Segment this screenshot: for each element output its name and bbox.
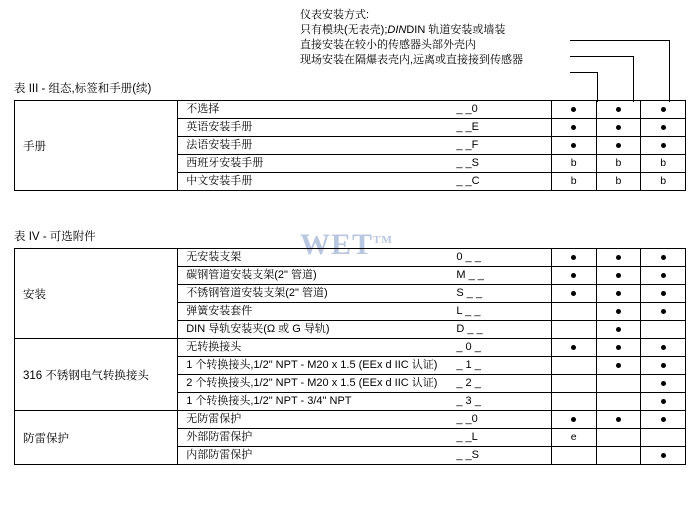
- table3-dot-2-1: [596, 137, 641, 155]
- table4-g1-code-1: _ 1 _: [456, 357, 551, 375]
- table4-g0-code-3: L _ _: [456, 303, 551, 321]
- note-line-1: 仪表安装方式:: [300, 9, 370, 21]
- table4-g2-dot-2-0: [551, 447, 596, 465]
- table3-code-1: _ _E: [456, 119, 551, 137]
- table4-g2-code-1: _ _L: [456, 429, 551, 447]
- table3-dot-3-0: b: [551, 155, 596, 173]
- table4-g0-dot-2-1: [596, 285, 641, 303]
- din-italic-1: DIN: [387, 24, 407, 36]
- note-line-2: [300, 23, 690, 38]
- table4-g0-code-0: 0 _ _: [456, 249, 551, 267]
- table4-g2-dot-2-1: [596, 447, 641, 465]
- table4-g1-dot-2-2: [641, 375, 686, 393]
- table4-g1-dot-1-2: [641, 357, 686, 375]
- table4-g0-dot-4-0: [551, 321, 596, 339]
- table3-dot-3-1: b: [596, 155, 641, 173]
- table3-caption: 表 III - 组态,标签和手册(续): [14, 83, 152, 95]
- table4-g2-dot-2-2: [641, 447, 686, 465]
- table3-dot-0-0: [551, 101, 596, 119]
- table4-g1-dot-3-0: [551, 393, 596, 411]
- table4-g1-dot-0-0: [551, 339, 596, 357]
- instrument-mounting-note: [300, 8, 690, 68]
- table4-g0-dot-2-2: [641, 285, 686, 303]
- table3-group-label: 手册: [15, 101, 178, 191]
- leader-h-3: [570, 72, 598, 73]
- table4-g0-dot-2-0: [551, 285, 596, 303]
- table4-g1-dot-2-0: [551, 375, 596, 393]
- table4-g0-desc-0: 无安装支架: [178, 249, 457, 267]
- table4-g2-dot-1-1: [596, 429, 641, 447]
- table4-g0-dot-4-1: [596, 321, 641, 339]
- table4-g0-dot-1-0: [551, 267, 596, 285]
- table3-dot-0-2: [641, 101, 686, 119]
- note-line-2-tail: DIN 轨道安装或墙装: [406, 24, 506, 36]
- table3-dot-4-2: b: [641, 173, 686, 191]
- table4-g0-dot-0-2: [641, 249, 686, 267]
- table3-dot-1-2: [641, 119, 686, 137]
- table4-g2-desc-1: 外部防雷保护: [178, 429, 457, 447]
- table4-g0-dot-3-2: [641, 303, 686, 321]
- table4-g2-dot-0-0: [551, 411, 596, 429]
- table3-code-2: _ _F: [456, 137, 551, 155]
- table4-g1-code-2: _ 2 _: [456, 375, 551, 393]
- table4-g1-dot-3-1: [596, 393, 641, 411]
- table3-dot-2-2: [641, 137, 686, 155]
- table4-g1-dot-3-2: [641, 393, 686, 411]
- table4-g1-desc-0: 无转换接头: [178, 339, 457, 357]
- table-row: [15, 249, 686, 267]
- watermark-tm: TM: [373, 234, 393, 246]
- table4-g0-dot-0-0: [551, 249, 596, 267]
- table4-g1-dot-2-1: [596, 375, 641, 393]
- table-row: [15, 339, 686, 357]
- watermark-text: WET: [300, 228, 374, 261]
- table4-g0-desc-3: 弹簧安装套件: [178, 303, 457, 321]
- table4-g1-dot-1-1: [596, 357, 641, 375]
- note-line-4: 现场安装在隔爆表壳内,远离或直接接到传感器: [300, 54, 524, 66]
- leader-h-1: [570, 40, 670, 41]
- table4-g2-desc-0: 无防雷保护: [178, 411, 457, 429]
- table4-group-label-0: 安装: [15, 249, 178, 339]
- table4-g0-desc-2: 不锈钢管道安装支架(2" 管道): [178, 285, 457, 303]
- table3-dot-4-1: b: [596, 173, 641, 191]
- table3-dot-2-0: [551, 137, 596, 155]
- table4-group-label-2: 防雷保护: [15, 411, 178, 465]
- table4-g2-dot-1-0: e: [551, 429, 596, 447]
- leader-v-3: [597, 72, 598, 102]
- table4-g1-desc-2: 2 个转换接头,1/2" NPT - M20 x 1.5 (EEx d IIC 认证): [178, 375, 457, 393]
- table4-g0-dot-3-1: [596, 303, 641, 321]
- table3-dot-1-0: [551, 119, 596, 137]
- table4-g0-dot-0-1: [596, 249, 641, 267]
- leader-h-2: [570, 56, 634, 57]
- table3-desc-4: 中文安装手册: [178, 173, 457, 191]
- table3-dot-1-1: [596, 119, 641, 137]
- table3-desc-2: 法语安装手册: [178, 137, 457, 155]
- table4-g2-dot-0-1: [596, 411, 641, 429]
- table4-g0-dot-4-2: [641, 321, 686, 339]
- table3-dot-0-1: [596, 101, 641, 119]
- table4-g1-desc-1: 1 个转换接头,1/2" NPT - M20 x 1.5 (EEx d IIC 认证): [178, 357, 457, 375]
- table-row: [15, 101, 686, 119]
- table4-g1-code-3: _ 3 _: [456, 393, 551, 411]
- table4-g2-code-0: _ _0: [456, 411, 551, 429]
- table4: [14, 248, 686, 465]
- table3: [14, 100, 686, 191]
- table4-g0-code-4: D _ _: [456, 321, 551, 339]
- table3-dot-3-2: b: [641, 155, 686, 173]
- leader-v-2: [633, 56, 634, 102]
- table4-g0-code-1: M _ _: [456, 267, 551, 285]
- table4-g0-desc-1: 碳钢管道安装支架(2" 管道): [178, 267, 457, 285]
- table3-desc-0: 不选择: [178, 101, 457, 119]
- table3-dot-4-0: b: [551, 173, 596, 191]
- table4-g2-desc-2: 内部防雷保护: [178, 447, 457, 465]
- note-line-2-text: 只有模块(无表壳);: [300, 24, 388, 36]
- table4-g2-code-2: _ _S: [456, 447, 551, 465]
- note-line-3: 直接安装在较小的传感器头部外壳内: [300, 39, 476, 51]
- table-row: [15, 411, 686, 429]
- table4-g0-code-2: S _ _: [456, 285, 551, 303]
- table3-desc-1: 英语安装手册: [178, 119, 457, 137]
- table3-code-0: _ _0: [456, 101, 551, 119]
- table4-g1-dot-0-1: [596, 339, 641, 357]
- table4-g1-dot-1-0: [551, 357, 596, 375]
- table4-g1-dot-0-2: [641, 339, 686, 357]
- table4-g2-dot-0-2: [641, 411, 686, 429]
- table3-code-3: _ _S: [456, 155, 551, 173]
- table4-g0-desc-4: DIN 导轨安装夹(Ω 或 G 导轨): [178, 321, 457, 339]
- table4-g2-dot-1-2: [641, 429, 686, 447]
- leader-v-1: [669, 40, 670, 102]
- table3-desc-3: 西班牙安装手册: [178, 155, 457, 173]
- table3-code-4: _ _C: [456, 173, 551, 191]
- table4-g0-dot-3-0: [551, 303, 596, 321]
- table4-g0-dot-1-2: [641, 267, 686, 285]
- table4-g1-code-0: _ 0 _: [456, 339, 551, 357]
- table4-g1-desc-3: 1 个转换接头,1/2" NPT - 3/4" NPT: [178, 393, 457, 411]
- table4-g0-dot-1-1: [596, 267, 641, 285]
- table4-caption: 表 IV - 可选附件: [14, 231, 96, 243]
- table4-group-label-1: 316 不锈钢电气转换接头: [15, 339, 178, 411]
